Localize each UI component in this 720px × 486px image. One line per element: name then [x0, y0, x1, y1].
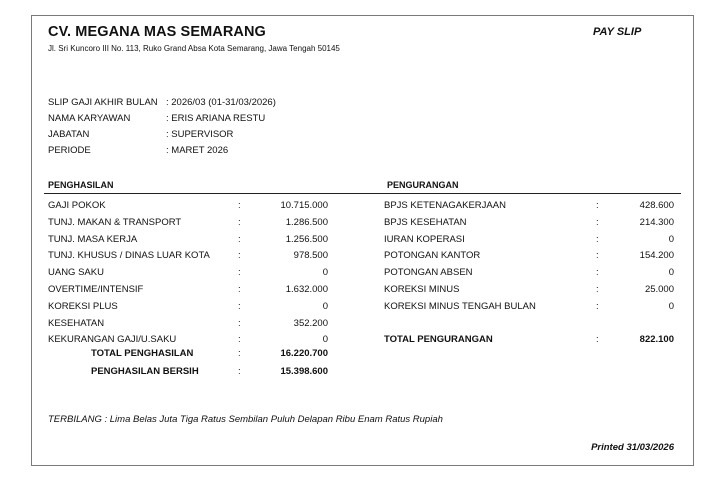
separator-colon: : [596, 250, 599, 262]
deduction-item-label: POTONGAN ABSEN [384, 267, 473, 279]
total-income-value: 16.220.700 [280, 348, 328, 359]
separator-colon: : [238, 250, 241, 262]
header-rule [44, 193, 681, 194]
company-name: CV. MEGANA MAS SEMARANG [48, 24, 266, 40]
deduction-item-value: 0 [668, 300, 674, 312]
separator-colon: : [596, 216, 599, 228]
deduction-item-label: KOREKSI MINUS [384, 284, 460, 295]
net-income-label: PENGHASILAN BERSIH [91, 366, 199, 377]
deduction-item-label: BPJS KETENAGAKERJAAN [384, 200, 506, 211]
info-label-name: NAMA KARYAWAN [48, 113, 131, 124]
income-header: PENGHASILAN [48, 180, 114, 190]
separator-colon: : [238, 334, 241, 346]
income-item-label: KESEHATAN [48, 317, 105, 329]
separator-colon: : [596, 233, 599, 245]
info-value-period: : MARET 2026 [166, 145, 229, 156]
separator-colon: : [596, 267, 599, 279]
info-value-slip: : 2026/03 (01-31/03/2026) [166, 97, 276, 108]
deduction-item-value: 0 [668, 267, 674, 279]
info-label-slip: SLIP GAJI AKHIR BULAN [48, 97, 158, 108]
deduction-item-value: 25.000 [644, 284, 674, 295]
total-income-label: TOTAL PENGHASILAN [91, 348, 194, 359]
income-item-value: 0 [322, 300, 328, 312]
deduction-item-label: POTONGAN KANTOR [384, 250, 481, 262]
income-item-label: TUNJ. MASA KERJA [48, 233, 138, 245]
income-item-label: OVERTIME/INTENSIF [48, 284, 144, 295]
deduction-item-value: 0 [668, 233, 674, 245]
amount-in-words: TERBILANG : Lima Belas Juta Tiga Ratus Sembilan Puluh Delapan Ribu Enam Ratus Rupiah [48, 414, 443, 425]
income-item-label: UANG SAKU [48, 267, 104, 279]
info-value-position: : SUPERVISOR [166, 129, 234, 140]
separator-colon: : [238, 284, 241, 295]
printed-date: Printed 31/03/2026 [591, 442, 674, 453]
income-item-value: 352.200 [293, 317, 328, 329]
document-type: PAY SLIP [593, 26, 642, 38]
income-item-label: KOREKSI PLUS [48, 300, 118, 312]
info-value-name: : ERIS ARIANA RESTU [166, 113, 266, 124]
separator-colon: : [238, 267, 241, 279]
separator-colon: : [596, 300, 599, 312]
separator-colon: : [238, 200, 241, 211]
income-item-value: 0 [322, 334, 328, 346]
separator-colon: : [238, 233, 241, 245]
income-item-value: 10.715.000 [280, 200, 328, 211]
income-item-value: 0 [322, 267, 328, 279]
separator-colon: : [238, 348, 241, 359]
income-item-value: 1.256.500 [285, 233, 328, 245]
total-deductions-value: 822.100 [639, 334, 674, 345]
total-deductions-label: TOTAL PENGURANGAN [384, 334, 493, 345]
deduction-item-value: 428.600 [639, 200, 674, 211]
separator-colon: : [238, 317, 241, 329]
deduction-item-value: 214.300 [639, 216, 674, 228]
separator-colon: : [238, 216, 241, 228]
deduction-item-label: BPJS KESEHATAN [384, 216, 467, 228]
company-address: Jl. Sri Kuncoro III No. 113, Ruko Grand Absa Kota Semarang, Jawa Tengah 50145 [48, 44, 340, 53]
income-item-label: TUNJ. KHUSUS / DINAS LUAR KOTA [48, 250, 210, 262]
separator-colon: : [596, 200, 599, 211]
info-label-period: PERIODE [48, 145, 91, 156]
deduction-item-label: IURAN KOPERASI [384, 233, 465, 245]
separator-colon: : [238, 300, 241, 312]
income-item-label: KEKURANGAN GAJI/U.SAKU [48, 334, 177, 346]
separator-colon: : [596, 284, 599, 295]
deductions-header: PENGURANGAN [387, 180, 459, 190]
deduction-item-value: 154.200 [639, 250, 674, 262]
net-income-value: 15.398.600 [280, 366, 328, 377]
deduction-item-label: KOREKSI MINUS TENGAH BULAN [384, 300, 536, 312]
income-item-value: 978.500 [293, 250, 328, 262]
income-item-label: TUNJ. MAKAN & TRANSPORT [48, 216, 182, 228]
separator-colon: : [596, 334, 599, 345]
income-item-value: 1.632.000 [285, 284, 328, 295]
separator-colon: : [238, 366, 241, 377]
income-item-label: GAJI POKOK [48, 200, 106, 211]
income-item-value: 1.286.500 [285, 216, 328, 228]
info-label-position: JABATAN [48, 129, 90, 140]
